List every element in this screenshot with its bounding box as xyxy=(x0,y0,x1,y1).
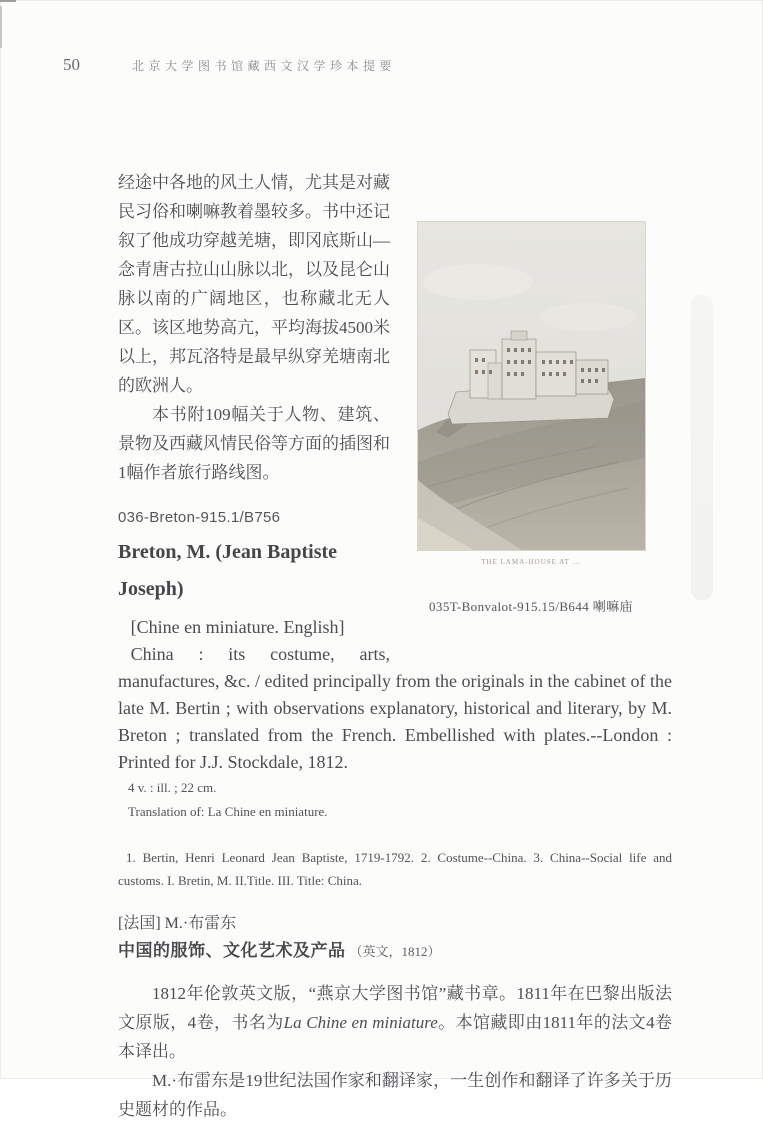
lama-temple-photo xyxy=(418,222,645,550)
page-number: 50 xyxy=(63,55,80,74)
edition-paragraph xyxy=(118,979,672,1066)
title-chinese-line xyxy=(118,936,672,961)
call-number: 036-Breton-915.1/B756 xyxy=(118,509,281,526)
scan-margin-shading xyxy=(691,295,713,600)
author-chinese: [法国] M.·布雷东 xyxy=(118,915,237,932)
translation-note: Translation of: La Chine en miniature. xyxy=(128,804,328,819)
photo-inner-caption: THE LAMA-HOUSE AT ... xyxy=(481,558,581,566)
photo-plate xyxy=(418,222,645,566)
figure-lama-temple xyxy=(390,168,672,659)
continuation-paragraph: 经途中各地的风土人情，尤其是对藏民习俗和喇嘛教着墨较多。书中还记叙了他成功穿越羌塘，即冈底斯山—念青唐古拉山山脉以北，以及昆仑山脉以南的广阔地区，也称藏北无人区。该区地势高亢，平均海拔4500米以上，邦瓦洛特是最早纵穿羌塘南北的欧洲人。 xyxy=(118,173,390,395)
page-content xyxy=(118,168,672,1124)
subject-tracings: 1. Bertin, Henri Leonard Jean Baptiste, 1719-1792. 2. Costume--China. 3. China--Social life and customs. I. Bretin, M. II.Title. III. Title: China. xyxy=(118,850,672,888)
figure-caption: 035T-Bonvalot-915.15/B644 喇嘛庙 xyxy=(429,599,633,614)
author-bio-paragraph: M.·布雷东是19世纪法国作家和翻译家，一生创作和翻译了许多关于历史题材的作品。 xyxy=(118,1071,672,1119)
bibliographic-description: China : its costume, arts, manufactures, &c. / edited principally from the originals in the cabinet of the late M. Bertin ; with observations explanatory, historical and literary, by M. Breton ; translated from the French. Embellished with plates.--London : Printed for J.J. Stockdale, 1812. xyxy=(118,644,672,772)
illustrations-paragraph: 本书附109幅关于人物、建筑、景物及西藏风情民俗等方面的插图和1幅作者旅行路线图。 xyxy=(118,405,390,482)
italic-original-title: La Chine en miniature xyxy=(283,1013,438,1032)
edition-paragraph-text-end: 。本馆藏即由1811年的法文4卷本译出。 xyxy=(118,1013,672,1061)
running-header: 北京大学图书馆藏西文汉学珍本提要 xyxy=(132,59,397,73)
scan-edge-artifact-left xyxy=(0,6,2,48)
title-chinese: 中国的服饰、文化艺术及产品 xyxy=(118,941,346,960)
title-language-note: （英文，1812） xyxy=(349,944,441,959)
entry-heading: Breton, M. (Jean Baptiste Joseph) xyxy=(118,541,338,600)
uniform-title: [Chine en miniature. English] xyxy=(130,617,345,637)
physical-description: 4 v. : ill. ; 22 cm. xyxy=(128,780,217,795)
scan-edge-artifact-top xyxy=(0,0,16,2)
page-header xyxy=(63,55,396,75)
edition-paragraph-text: 1812年伦敦英文版，“燕京大学图书馆”藏书章。1811年在巴黎出版法文原版，4卷，书名为 xyxy=(118,984,672,1032)
